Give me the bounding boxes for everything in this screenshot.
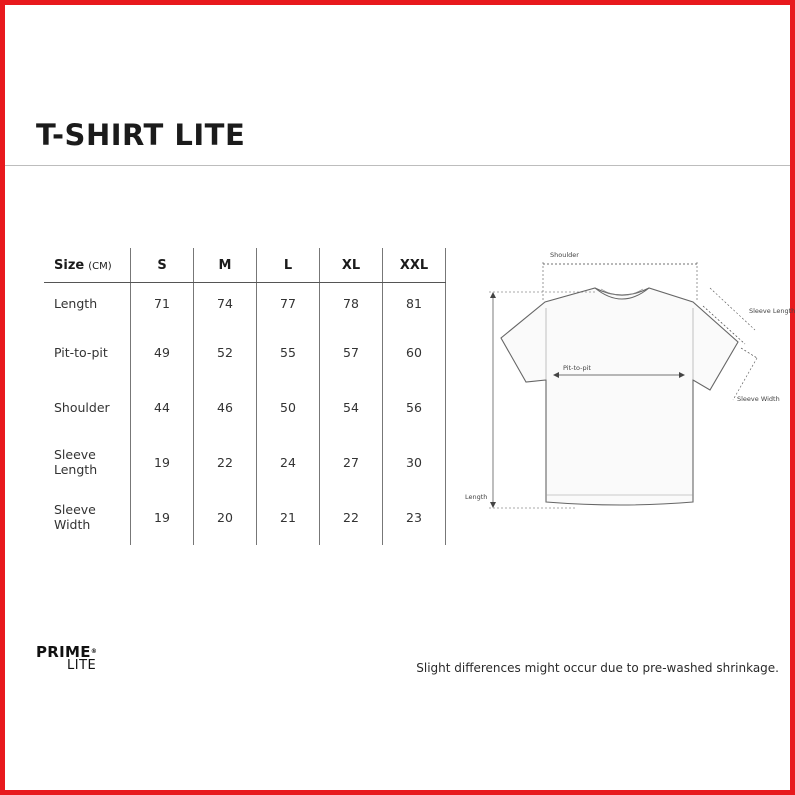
table-header-row	[44, 248, 446, 283]
table-cell: 56	[383, 380, 446, 435]
table-row-pit-to-pit	[44, 325, 446, 380]
sleeve-width-label: Sleeve Width	[737, 395, 780, 403]
sleeve-length-label: Sleeve Length	[749, 307, 795, 315]
size-col-xl: XL	[320, 248, 383, 283]
table-cell: 60	[383, 325, 446, 380]
pit-to-pit-label: Pit-to-pit	[563, 364, 591, 372]
table-cell: 52	[194, 325, 257, 380]
row-label	[44, 490, 131, 545]
size-col-s: S	[131, 248, 194, 283]
table-cell: 57	[320, 325, 383, 380]
logo-line-1	[36, 645, 97, 659]
size-header-cell	[44, 248, 131, 283]
row-label-text: Pit-to-pit	[54, 344, 108, 360]
shoulder-label: Shoulder	[550, 251, 579, 259]
table-cell: 23	[383, 490, 446, 545]
table-cell: 20	[194, 490, 257, 545]
row-label-text: Width	[54, 517, 91, 532]
table-cell: 71	[131, 283, 194, 325]
table-row-shoulder	[44, 380, 446, 435]
table-cell: 27	[320, 435, 383, 490]
row-label	[44, 325, 131, 380]
table-cell: 19	[131, 435, 194, 490]
table-cell: 49	[131, 325, 194, 380]
sleeve-width-arrow	[741, 348, 757, 358]
table-row-sleeve-length	[44, 435, 446, 490]
logo-word-prime: PRIME	[36, 643, 91, 661]
table-cell: 55	[257, 325, 320, 380]
length-arrow-top-head	[490, 292, 496, 298]
row-label	[44, 380, 131, 435]
length-label: Length	[465, 493, 488, 501]
table-row-sleeve-width	[44, 490, 446, 545]
tshirt-outline	[501, 288, 738, 505]
row-label-text: Length	[54, 462, 98, 477]
prime-lite-logo	[36, 645, 97, 673]
registered-mark: ®	[90, 648, 98, 655]
table-row-length	[44, 283, 446, 325]
table-cell: 54	[320, 380, 383, 435]
table-cell: 81	[383, 283, 446, 325]
tshirt-measurement-diagram	[455, 240, 795, 530]
logo-line-2: LITE	[67, 658, 97, 673]
size-col-xxl: XXL	[383, 248, 446, 283]
table-cell: 22	[320, 490, 383, 545]
table-cell: 74	[194, 283, 257, 325]
table-cell: 77	[257, 283, 320, 325]
shrinkage-footnote: Slight differences might occur due to pre-washed shrinkage.	[416, 661, 779, 675]
table-cell: 50	[257, 380, 320, 435]
length-arrow-bottom-head	[490, 502, 496, 508]
table-cell: 44	[131, 380, 194, 435]
size-chart-table	[44, 248, 446, 545]
sleeve-width-guide	[733, 358, 757, 400]
row-label-text: Shoulder	[54, 399, 110, 415]
row-label-text: Sleeve	[54, 447, 96, 462]
title-divider	[5, 165, 790, 166]
row-label	[44, 435, 131, 490]
table-cell: 30	[383, 435, 446, 490]
table-cell: 19	[131, 490, 194, 545]
size-header-label: Size	[54, 257, 85, 273]
row-label	[44, 283, 131, 325]
table-cell: 78	[320, 283, 383, 325]
size-col-m: M	[194, 248, 257, 283]
size-col-l: L	[257, 248, 320, 283]
table-cell: 46	[194, 380, 257, 435]
table-cell: 21	[257, 490, 320, 545]
row-label-text: Length	[54, 296, 98, 312]
row-label-text: Sleeve	[54, 502, 96, 517]
page-title: T-SHIRT LITE	[36, 118, 246, 152]
unit-label: (CM)	[88, 260, 112, 272]
table-cell: 24	[257, 435, 320, 490]
table-cell: 22	[194, 435, 257, 490]
